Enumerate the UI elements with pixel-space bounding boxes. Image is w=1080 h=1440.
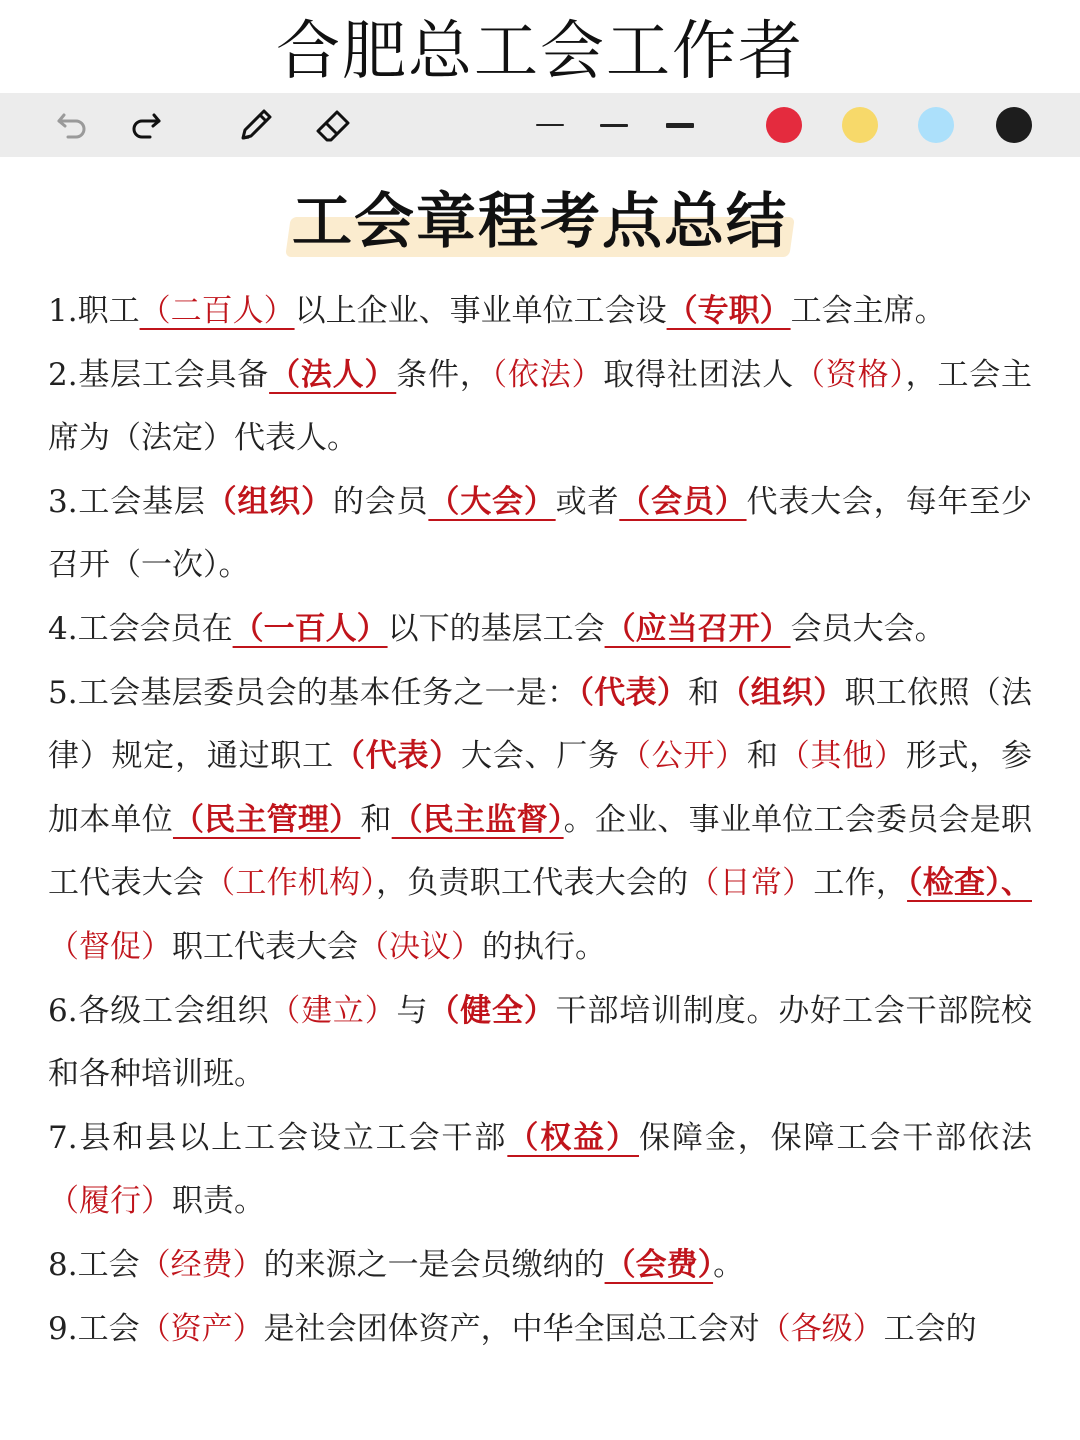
answer-keyword: （组织） — [719, 674, 845, 711]
note-text: 。企业、事业单位工会委员会是职工代表大会 — [48, 801, 1033, 902]
answer-keyword: （督促） — [48, 928, 172, 965]
answer-keyword: （健全） — [428, 992, 556, 1029]
note-text: 工作， — [813, 865, 908, 902]
note-text: 取得社团法人 — [603, 356, 795, 393]
note-text: 以下的基层工会 — [387, 610, 605, 647]
note-text: 8.工会 — [48, 1246, 140, 1283]
note-text: 与 — [396, 992, 429, 1029]
answer-underlined: （会费） — [604, 1246, 714, 1283]
color-black-swatch[interactable] — [994, 93, 1034, 157]
drawing-toolbar — [0, 93, 1080, 157]
pencil-icon[interactable] — [232, 93, 280, 157]
header — [0, 0, 1080, 92]
answer-underlined: （一百人） — [232, 610, 388, 647]
note-item — [48, 280, 1032, 344]
answer-keyword: （工作机构） — [204, 865, 377, 902]
note-text: 工会主席。 — [790, 293, 946, 329]
answer-keyword: （日常） — [688, 865, 814, 902]
answer-underlined: （二百人） — [139, 293, 295, 329]
answer-underlined: （大会） — [428, 483, 556, 520]
note-item — [48, 471, 1032, 598]
note-item — [48, 1107, 1032, 1234]
medium-line-icon[interactable] — [594, 93, 634, 157]
answer-keyword: （各级） — [759, 1310, 884, 1347]
note-text: ，工会主席为（法定）代表人。 — [48, 356, 1033, 457]
answer-underlined: （民主管理） — [172, 801, 361, 838]
notes-content — [48, 280, 1032, 1361]
answer-underlined: （会员） — [619, 483, 747, 520]
note-text: 。 — [713, 1246, 745, 1283]
note-text: 大会、厂务 — [460, 738, 620, 775]
note-item — [48, 598, 1032, 662]
note-text: 代表大会，每年至少召开（一次）。 — [48, 483, 1033, 584]
answer-keyword: （资格） — [794, 356, 906, 393]
answer-keyword: （公开） — [619, 738, 747, 775]
answer-keyword: （代表） — [578, 674, 689, 711]
note-text: 的来源之一是会员缴纳的 — [263, 1246, 605, 1283]
answer-keyword: （决议） — [358, 928, 482, 965]
note-text: 是社会团体资产，中华全国总工会对 — [263, 1310, 760, 1347]
section-heading: 工会章程考点总结 — [292, 187, 788, 257]
note-item — [48, 1298, 1032, 1362]
note-text: 干部培训制度。办好工会干部院校和各种培训班。 — [48, 992, 1033, 1093]
note-text: 2.基层工会具备 — [48, 356, 270, 393]
note-text: 或者 — [555, 483, 620, 520]
color-yellow-swatch[interactable] — [840, 93, 880, 157]
color-red-swatch[interactable] — [764, 93, 804, 157]
note-text: 职责。 — [172, 1183, 265, 1220]
note-text: 的会员 — [332, 483, 429, 520]
note-text: 和 — [360, 801, 392, 838]
note-item — [48, 344, 1032, 471]
color-lightblue-swatch[interactable] — [916, 93, 956, 157]
thin-line-icon[interactable] — [530, 93, 570, 157]
note-text: 形式，参加本单位 — [48, 738, 1033, 838]
answer-underlined: （检查）、 — [907, 865, 1032, 902]
answer-keyword: （经费） — [139, 1246, 264, 1283]
note-text: 1.职工 — [48, 293, 140, 329]
note-text: 会员大会。 — [790, 610, 946, 647]
note-text: 工会的 — [883, 1310, 977, 1347]
answer-underlined: （法人） — [269, 356, 397, 393]
answer-keyword: （组织） — [205, 483, 333, 520]
color-swatch-red — [766, 107, 802, 143]
note-text: 条件， — [396, 356, 492, 393]
answer-keyword: （履行） — [48, 1183, 172, 1220]
eraser-icon[interactable] — [310, 93, 358, 157]
answer-keyword: （代表） — [333, 738, 461, 775]
note-item — [48, 980, 1032, 1107]
answer-underlined: （权益） — [507, 1119, 639, 1156]
note-text: 以上企业、事业单位工会设 — [294, 293, 667, 329]
note-text: 6.各级工会组织 — [48, 992, 270, 1029]
note-item — [48, 662, 1032, 980]
undo-icon[interactable] — [52, 93, 92, 157]
answer-keyword: （其他） — [778, 738, 906, 775]
answer-keyword: （依法） — [491, 356, 604, 393]
answer-keyword: （建立） — [269, 992, 397, 1029]
answer-underlined: （民主监督） — [391, 801, 564, 838]
note-text: 和 — [746, 738, 779, 775]
note-text: 职工代表大会 — [172, 928, 358, 965]
note-text: 5.工会基层委员会的基本任务之一是： — [48, 674, 579, 711]
note-text: 和 — [688, 674, 720, 711]
color-swatch-yellow — [842, 107, 878, 143]
answer-keyword: （资产） — [139, 1310, 264, 1347]
answer-underlined: （应当召开） — [604, 610, 791, 647]
note-text: 7.县和县以上工会设立工会干部 — [48, 1119, 508, 1156]
answer-underlined: （专职） — [666, 293, 791, 329]
note-text: ，负责职工代表大会的 — [376, 865, 689, 902]
note-text: 9.工会 — [48, 1310, 140, 1347]
color-swatch-lightblue — [918, 107, 954, 143]
note-item — [48, 1234, 1032, 1298]
heading-block — [0, 157, 1080, 277]
color-swatch-black — [996, 107, 1032, 143]
redo-icon[interactable] — [126, 93, 166, 157]
note-text: 保障金，保障工会干部依法 — [639, 1119, 1033, 1156]
thick-line-icon[interactable] — [660, 93, 700, 157]
note-text: 职工依照（法律）规定，通过职工 — [48, 674, 1033, 775]
note-text: 3.工会基层 — [48, 483, 206, 520]
note-text: 的执行。 — [482, 928, 606, 965]
page-title: 合肥总工会工作者 — [276, 15, 804, 89]
note-text: 4.工会会员在 — [48, 610, 233, 647]
